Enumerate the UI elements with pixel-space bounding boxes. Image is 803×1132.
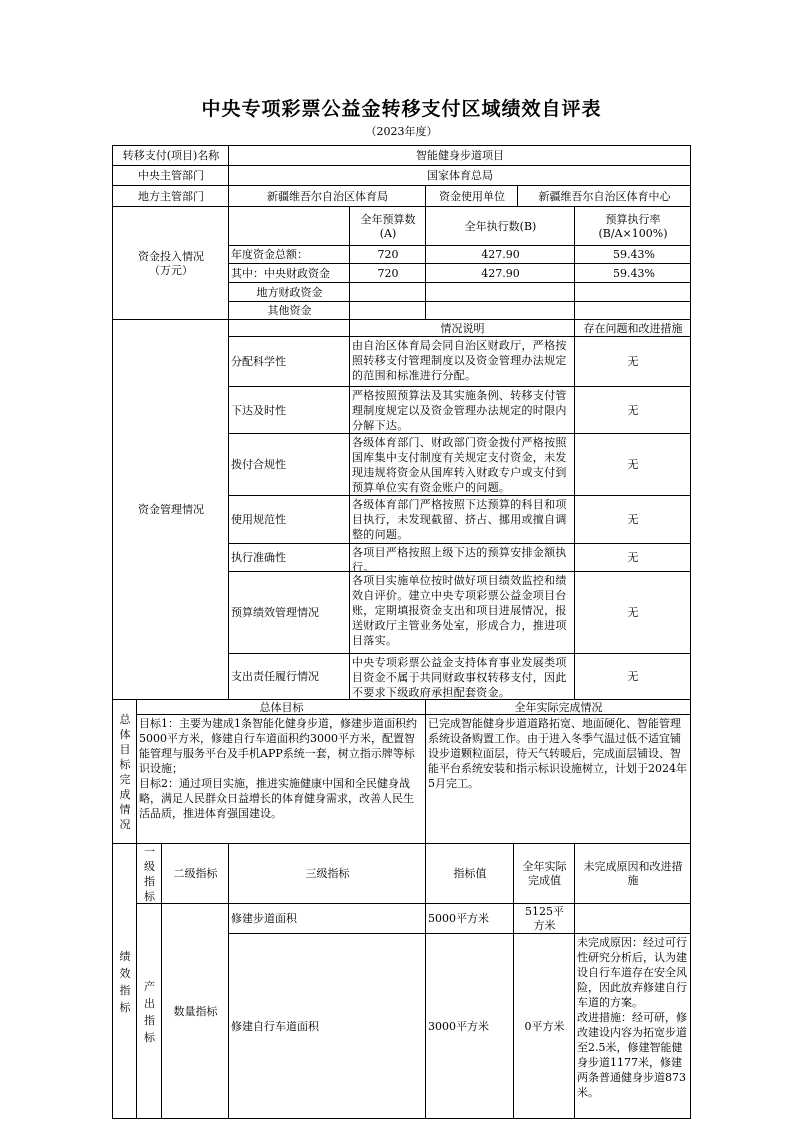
indicators-col-l1: 一级指标 xyxy=(136,843,162,904)
management-desc: 各项目严格按照上级下达的预算安排金额执行。 xyxy=(349,543,575,572)
goals-col-actual: 全年实际完成情况 xyxy=(425,699,691,715)
funds-row-exec xyxy=(425,282,575,302)
funds-row-label: 其中：中央财政资金 xyxy=(228,263,350,283)
management-section-label: 资金管理情况 xyxy=(112,319,229,700)
funds-row-rate xyxy=(574,301,691,320)
funds-header-blank xyxy=(228,206,350,246)
funds-row-rate xyxy=(574,282,691,302)
management-issue: 无 xyxy=(574,653,691,700)
indicators-l2-quantity: 数量指标 xyxy=(161,903,229,1119)
management-desc: 各级体育部门严格按照下达预算的科目和项目执行，未发现截留、挤占、挪用或擅自调整的问题。 xyxy=(349,495,575,544)
project-name-value: 智能健身步道项目 xyxy=(228,145,691,166)
management-desc: 各级体育部门、财政部门资金拨付严格按照国库集中支付制度有关规定支付资金，未发现违规将资金从国库转入财政专户或支付到预算单位实有资金账户的问题。 xyxy=(349,433,575,496)
indicators-section-label: 绩效指标 xyxy=(112,843,137,1119)
project-name-label: 转移支付(项目)名称 xyxy=(112,145,229,166)
indicators-col-reason: 未完成原因和改进措施 xyxy=(574,843,691,904)
funds-row-label: 其他资金 xyxy=(228,301,350,320)
management-issue: 无 xyxy=(574,571,691,654)
management-item: 预算绩效管理情况 xyxy=(228,571,350,654)
funds-col-rate: 预算执行率 (B/A×100%) xyxy=(574,206,691,246)
document-year: （2023年度） xyxy=(365,125,438,138)
management-item: 支出责任履行情况 xyxy=(228,653,350,700)
indicator-reason: 未完成原因：经过可行性研究分析后，认为建设自行车道存在安全风险，因此放弃修建自行车道的方案。 改进措施：经可研，修改建设内容为拓宽步道至2.5米，修建智能健身步道1177米，修建两条普通健身步道873米。 xyxy=(574,933,691,1119)
funds-row-rate: 59.43% xyxy=(574,263,691,283)
indicator-actual: 0平方米 xyxy=(513,933,575,1119)
fund-user-label: 资金使用单位 xyxy=(425,185,518,207)
fund-user-value: 新疆维吾尔自治区体育中心 xyxy=(517,185,691,207)
management-issue: 无 xyxy=(574,336,691,387)
local-dept-label: 地方主管部门 xyxy=(112,185,229,207)
funds-col-exec: 全年执行数(B) xyxy=(425,206,575,246)
goals-goal-text: 目标1：主要为建成1条智能化健身步道，修建步道面积约5000平方米，修建自行车道面积约3000平方米，配置智能管理与服务平台及手机APP系统一套，树立指示牌等标识设施； 目标2：通过项目实施，推进实施健康中国和全民健身战略，满足人民群众日益增长的体育健身需求，改善人民生活品质，推进体育强国建设。 xyxy=(136,714,426,844)
indicator-target: 5000平方米 xyxy=(425,903,514,934)
management-item: 下达及时性 xyxy=(228,386,350,434)
funds-row-rate: 59.43% xyxy=(574,245,691,264)
funds-col-budget: 全年预算数 (A) xyxy=(349,206,426,246)
indicators-col-target: 指标值 xyxy=(425,843,514,904)
funds-row-budget xyxy=(349,282,426,302)
management-col-issue: 存在问题和改进措施 xyxy=(574,319,691,337)
funds-row-exec: 427.90 xyxy=(425,263,575,283)
funds-row-budget xyxy=(349,301,426,320)
indicators-col-l2: 二级指标 xyxy=(161,843,229,904)
management-header-blank xyxy=(228,319,350,337)
management-issue: 无 xyxy=(574,433,691,496)
central-dept-label: 中央主管部门 xyxy=(112,165,229,186)
document-title: 中央专项彩票公益金转移支付区域绩效自评表 xyxy=(201,98,602,120)
management-issue: 无 xyxy=(574,386,691,434)
management-desc: 中央专项彩票公益金支持体育事业发展类项目资金不属于共同财政事权转移支付，因此不要求下级政府承担配套资金。 xyxy=(349,653,575,700)
management-desc: 严格按照预算法及其实施条例、转移支付管理制度规定以及资金管理办法规定的时限内分解下达。 xyxy=(349,386,575,434)
management-col-desc: 情况说明 xyxy=(349,319,575,337)
indicator-reason xyxy=(574,903,691,934)
management-desc: 由自治区体育局会同自治区财政厅，严格按照转移支付管理制度以及资金管理办法规定的范围和标准进行分配。 xyxy=(349,336,575,387)
funds-row-exec xyxy=(425,301,575,320)
funds-row-exec: 427.90 xyxy=(425,245,575,264)
goals-actual-text: 已完成智能健身步道道路拓宽、地面硬化、智能管理系统设备购置工作。由于进入冬季气温过低不适宜铺设步道颗粒面层，待天气转暖后，完成面层铺设、智能平台系统安装和指示标识设施树立，计划于2024年5月完工。 xyxy=(425,714,691,844)
central-dept-value: 国家体育总局 xyxy=(228,165,691,186)
goals-col-goal: 总体目标 xyxy=(136,699,426,715)
table-right-border xyxy=(690,145,691,1119)
funds-row-label: 年度资金总额： xyxy=(228,245,350,264)
management-desc: 各项目实施单位按时做好项目绩效监控和绩效自评价。建立中央专项彩票公益金项目台账，定期填报资金支出和项目进展情况，报送财政厅主管业务处室，形成合力，推进项目落实。 xyxy=(349,571,575,654)
funds-row-label: 地方财政资金 xyxy=(228,282,350,302)
management-item: 拨付合规性 xyxy=(228,433,350,496)
indicator-name: 修建步道面积 xyxy=(228,903,426,934)
management-item: 执行准确性 xyxy=(228,543,350,572)
indicators-col-actual: 全年实际完成值 xyxy=(513,843,575,904)
management-issue: 无 xyxy=(574,543,691,572)
funds-section-label: 资金投入情况 （万元） xyxy=(112,206,229,320)
indicator-name: 修建自行车道面积 xyxy=(228,933,426,1119)
local-dept-value: 新疆维吾尔自治区体育局 xyxy=(228,185,426,207)
funds-row-budget: 720 xyxy=(349,263,426,283)
goals-section-label: 总体目标完成情况 xyxy=(112,699,137,844)
indicators-l1-output: 产出指标 xyxy=(136,903,162,1119)
indicators-col-l3: 三级指标 xyxy=(228,843,426,904)
management-item: 使用规范性 xyxy=(228,495,350,544)
table-bottom-border xyxy=(112,1118,691,1119)
management-issue: 无 xyxy=(574,495,691,544)
indicator-target: 3000平方米 xyxy=(425,933,514,1119)
management-item: 分配科学性 xyxy=(228,336,350,387)
indicator-actual: 5125平方米 xyxy=(513,903,575,934)
funds-row-budget: 720 xyxy=(349,245,426,264)
